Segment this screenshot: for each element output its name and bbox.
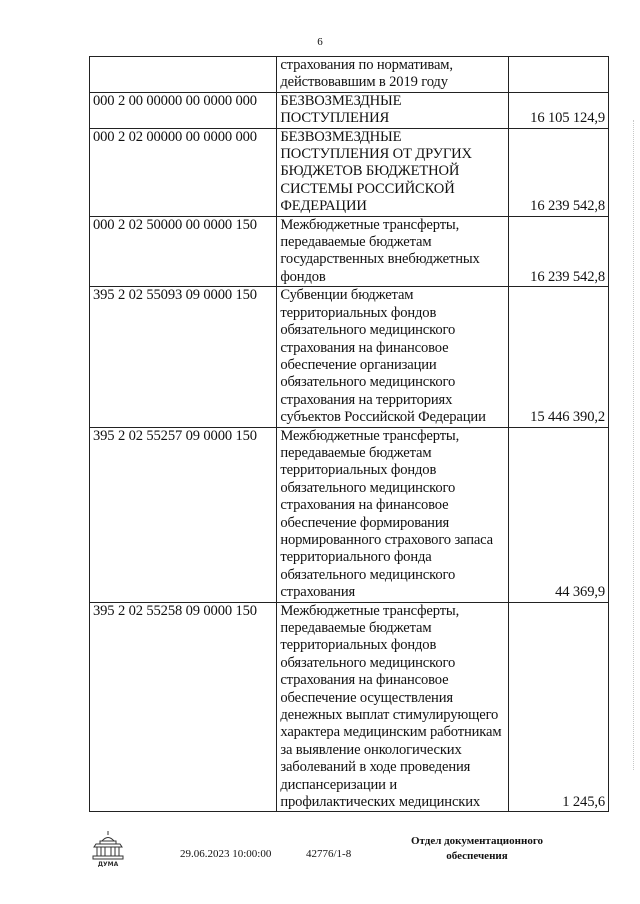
footer-department: Отдел документационного обеспечения xyxy=(410,835,544,862)
budget-table-body xyxy=(90,57,609,812)
name-cell: Межбюджетные трансферты, передаваемые бюджетам территориальных фондов обязательного медицинского страхования на финансовое обеспечение формирования нормированного страхового запаса территориального фонда обязательного медицинского страхования xyxy=(277,427,508,602)
footer-doc-number: 42776/1-8 xyxy=(306,848,352,860)
amount-cell: 16 239 542,8 xyxy=(508,128,608,216)
footer-date: 29.06.2023 10:00:00 xyxy=(180,848,272,860)
name-cell: Субвенции бюджетам территориальных фондов обязательного медицинского страхования на финансовое обеспечение организации обязательного медицинского страхования на территориях субъектов Российской Федерации xyxy=(277,287,508,427)
name-cell: страхования по нормативам, действовавшим в 2019 году xyxy=(277,57,508,93)
amount-cell: 16 239 542,8 xyxy=(508,216,608,287)
name-cell: Межбюджетные трансферты, передаваемые бюджетам территориальных фондов обязательного медицинского страхования на финансовое обеспечение осуществления денежных выплат стимулирующего характера медицинским работникам за выявление онкологических заболеваний в ходе проведения диспансеризации и профилактических медицинских xyxy=(277,602,508,812)
code-cell xyxy=(90,57,277,93)
duma-logo-icon xyxy=(88,828,128,868)
amount-cell: 1 245,6 xyxy=(508,602,608,812)
code-cell: 000 2 02 00000 00 0000 000 xyxy=(90,128,277,216)
code-cell: 000 2 02 50000 00 0000 150 xyxy=(90,216,277,287)
table-row xyxy=(90,427,609,602)
svg-text:ДУМА: ДУМА xyxy=(97,861,119,868)
amount-cell: 16 105 124,9 xyxy=(508,92,608,128)
scan-edge-line xyxy=(632,120,634,770)
code-cell: 000 2 00 00000 00 0000 000 xyxy=(90,92,277,128)
table-row xyxy=(90,602,609,812)
budget-table xyxy=(89,56,609,812)
table-row xyxy=(90,216,609,287)
page-number: 6 xyxy=(317,36,323,48)
table-row xyxy=(90,287,609,427)
table-row xyxy=(90,128,609,216)
name-cell: БЕЗВОЗМЕЗДНЫЕ ПОСТУПЛЕНИЯ ОТ ДРУГИХ БЮДЖЕТОВ БЮДЖЕТНОЙ СИСТЕМЫ РОССИЙСКОЙ ФЕДЕРАЦИИ xyxy=(277,128,508,216)
code-cell: 395 2 02 55258 09 0000 150 xyxy=(90,602,277,812)
amount-cell: 44 369,9 xyxy=(508,427,608,602)
code-cell: 395 2 02 55257 09 0000 150 xyxy=(90,427,277,602)
name-cell: Межбюджетные трансферты, передаваемые бюджетам государственных внебюджетных фондов xyxy=(277,216,508,287)
table-row xyxy=(90,57,609,93)
amount-cell xyxy=(508,57,608,93)
table-row xyxy=(90,92,609,128)
amount-cell: 15 446 390,2 xyxy=(508,287,608,427)
code-cell: 395 2 02 55093 09 0000 150 xyxy=(90,287,277,427)
name-cell: БЕЗВОЗМЕЗДНЫЕ ПОСТУПЛЕНИЯ xyxy=(277,92,508,128)
